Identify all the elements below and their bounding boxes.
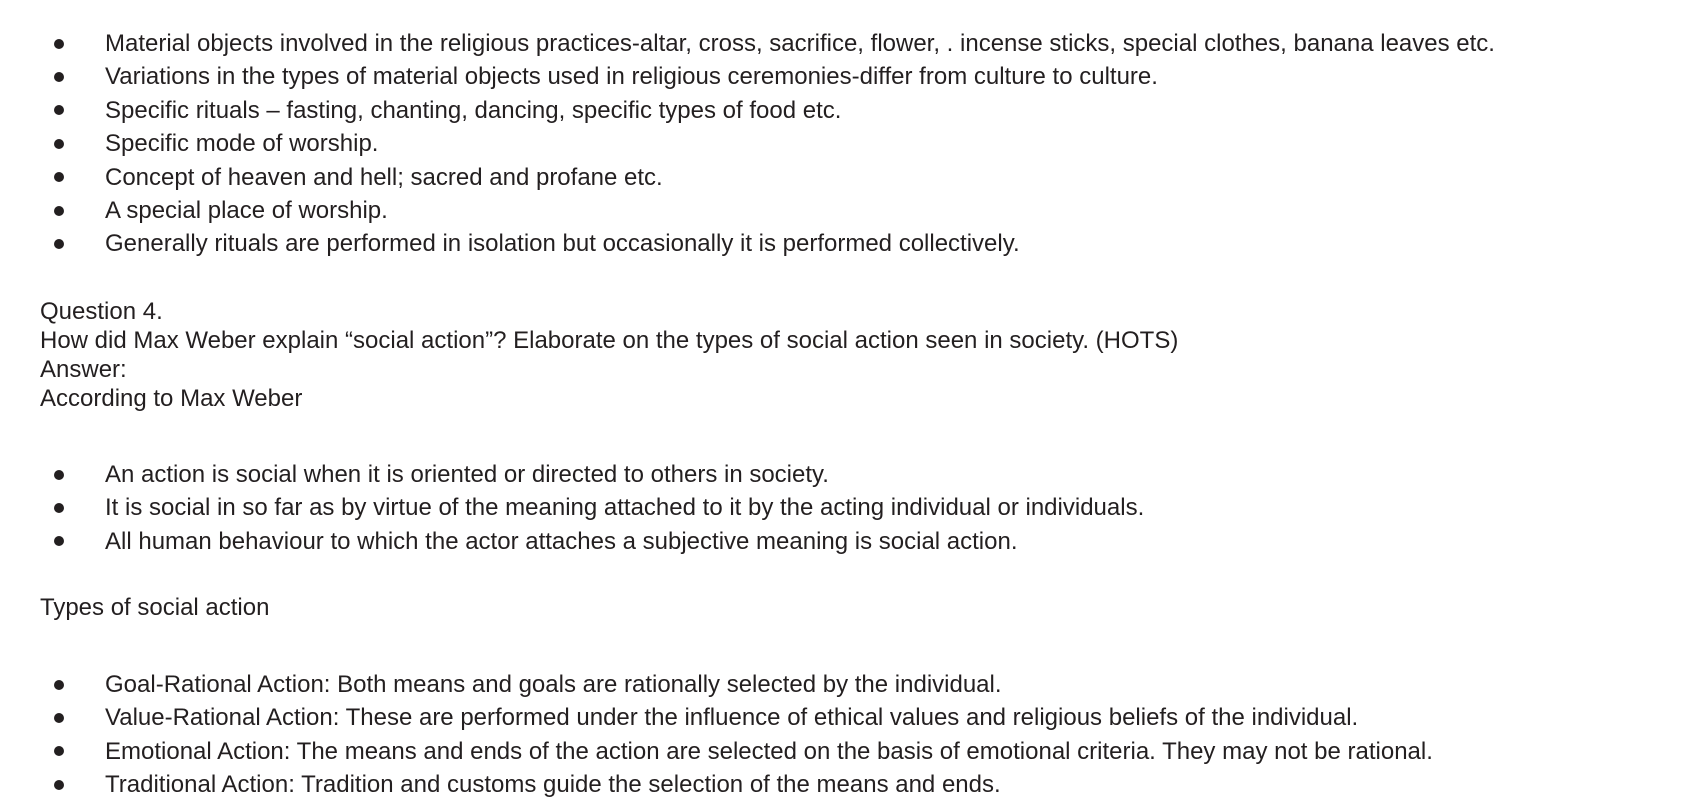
- list-item: [40, 194, 1495, 227]
- bullet-dot-icon: [54, 780, 64, 790]
- social-action-types-list: [40, 668, 1433, 802]
- list-item-text: Goal-Rational Action: Both means and goals are rationally selected by the individual.: [105, 671, 1002, 698]
- bullet-dot-icon: [54, 105, 64, 115]
- question-number: Question 4.: [40, 298, 163, 325]
- list-item: [40, 161, 1495, 194]
- list-item: [40, 458, 1144, 491]
- list-item-text: All human behaviour to which the actor attaches a subjective meaning is social action.: [105, 527, 1018, 555]
- bullet-dot-icon: [54, 470, 64, 480]
- bullet-dot-icon: [54, 72, 64, 82]
- bullet-dot-icon: [54, 746, 64, 756]
- list-item-text: Specific rituals – fasting, chanting, dancing, specific types of food etc.: [105, 96, 842, 124]
- list-item: [40, 525, 1144, 558]
- list-item: [40, 768, 1433, 801]
- list-item-text: An action is social when it is oriented or directed to others in society.: [105, 461, 829, 488]
- bullet-dot-icon: [54, 139, 64, 149]
- list-item: [40, 735, 1433, 768]
- list-item: [40, 94, 1495, 127]
- list-item-text: It is social in so far as by virtue of the meaning attached to it by the acting individual or individuals.: [105, 494, 1145, 522]
- bullet-dot-icon: [54, 680, 64, 690]
- list-item: [40, 668, 1433, 701]
- section-heading: Types of social action: [40, 594, 270, 621]
- bullet-dot-icon: [54, 206, 64, 216]
- answer-label: Answer:: [40, 356, 127, 383]
- list-item-text: Concept of heaven and hell; sacred and profane etc.: [105, 163, 663, 191]
- bullet-dot-icon: [54, 503, 64, 513]
- bullet-dot-icon: [54, 713, 64, 723]
- list-item-text: Generally rituals are performed in isolation but occasionally it is performed collectively.: [105, 230, 1020, 258]
- bullet-dot-icon: [54, 172, 64, 182]
- list-item-text: Specific mode of worship.: [105, 130, 379, 158]
- list-item-text: Material objects involved in the religious practices-altar, cross, sacrifice, flower, . incense sticks, special clothes, banana leaves etc.: [105, 30, 1495, 57]
- list-item-text: A special place of worship.: [105, 196, 388, 224]
- bullet-dot-icon: [54, 239, 64, 249]
- list-item: [40, 127, 1495, 160]
- list-item: [40, 27, 1495, 60]
- question-text: How did Max Weber explain “social action”? Elaborate on the types of social action seen in society. (HOTS): [40, 327, 1179, 354]
- bullet-dot-icon: [54, 536, 64, 546]
- list-item: [40, 60, 1495, 93]
- religion-features-list: [40, 27, 1495, 261]
- list-item: [40, 227, 1495, 260]
- bullet-dot-icon: [54, 39, 64, 49]
- list-item-text: Traditional Action: Tradition and customs guide the selection of the means and ends.: [105, 771, 1001, 799]
- answer-intro: According to Max Weber: [40, 385, 303, 412]
- list-item-text: Variations in the types of material objects used in religious ceremonies-differ from culture to culture.: [105, 63, 1158, 91]
- social-action-definition-list: [40, 458, 1144, 558]
- list-item: [40, 491, 1144, 524]
- list-item-text: Value-Rational Action: These are performed under the influence of ethical values and religious beliefs of the individual.: [105, 704, 1359, 732]
- list-item-text: Emotional Action: The means and ends of the action are selected on the basis of emotional criteria. They may not be rational.: [105, 737, 1433, 765]
- list-item: [40, 701, 1433, 734]
